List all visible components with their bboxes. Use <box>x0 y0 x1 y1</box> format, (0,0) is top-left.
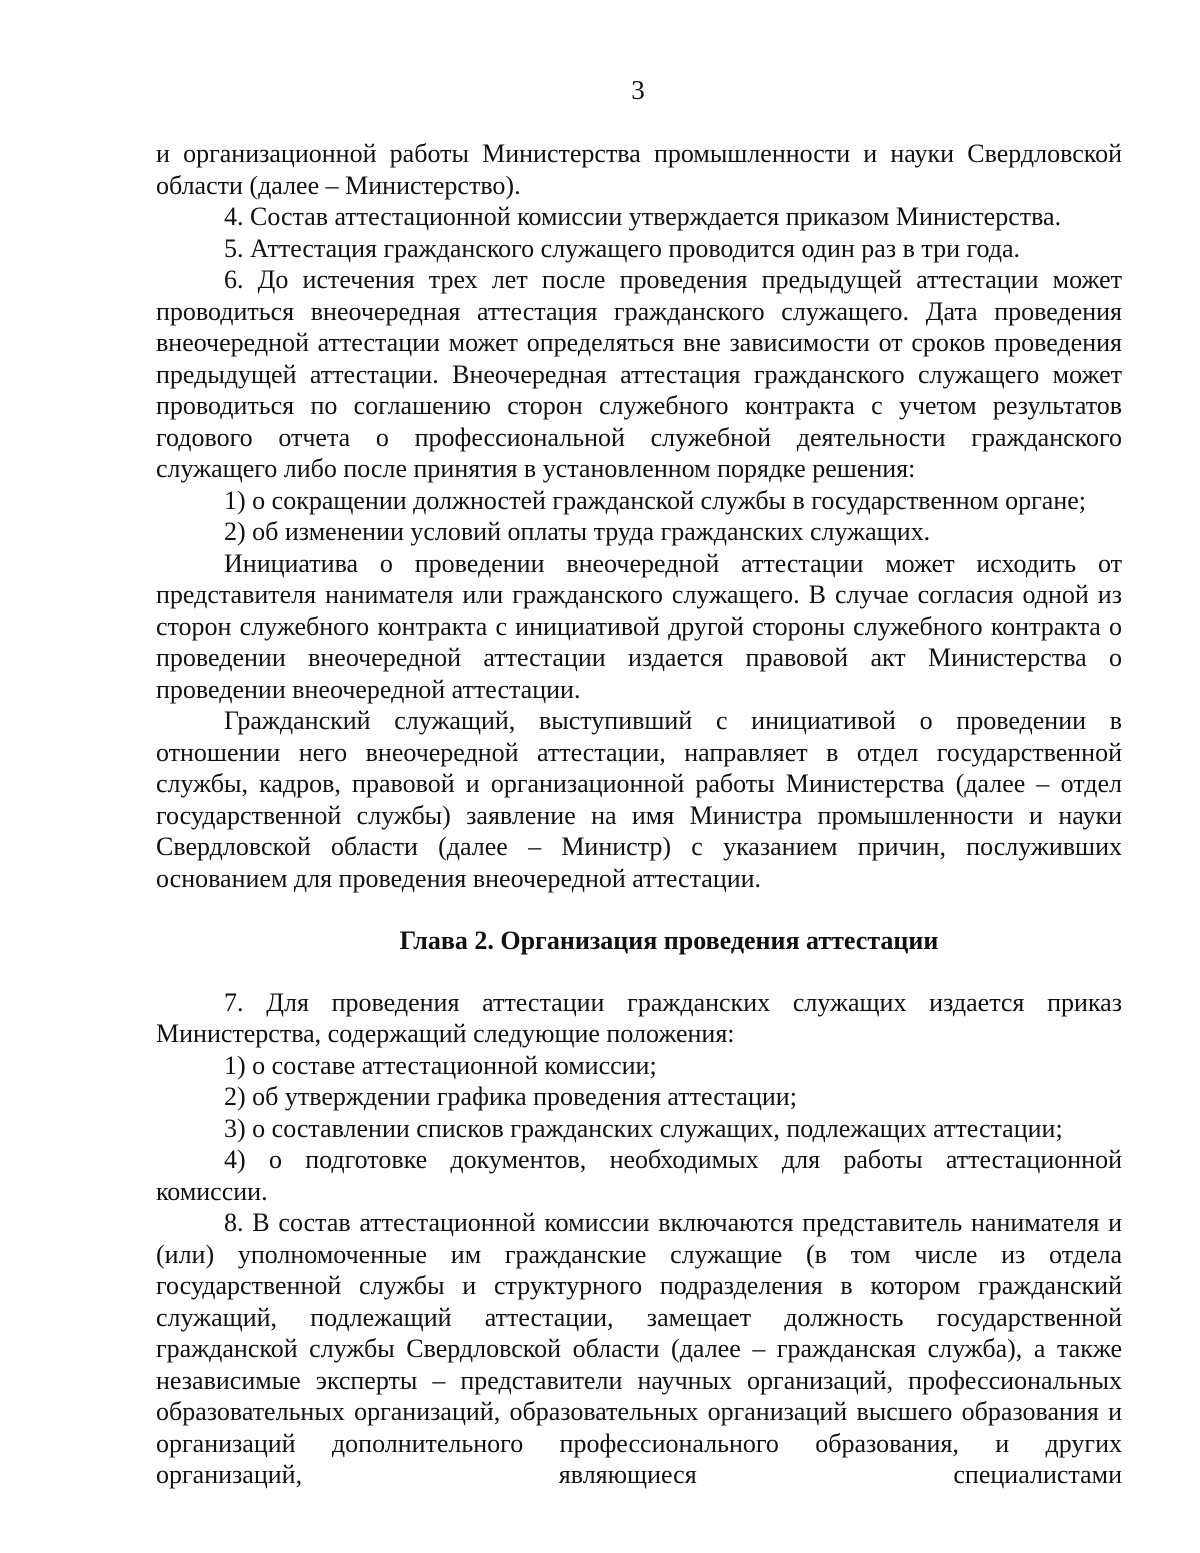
paragraph-item-5: 5. Аттестация гражданского служащего проводится один раз в три года. <box>224 233 1021 263</box>
paragraph-item-6: 6. До истечения трех лет после проведения предыдущей аттестации может проводиться внеочередная аттестация гражданского служащего. Дата проведения внеочередной аттестации может определяться вне зависимости от сроков проведения предыдущей аттестации. Внеочередная аттестация гражданского служащего может проводиться по соглашению сторон служебного контракта с учетом результатов годового отчета о профессиональной служебной деятельности гражданского служащего либо после принятия в установленном порядке решения: <box>156 265 1122 483</box>
page-number: 3 <box>631 75 645 105</box>
list-item-schedule: 2) об утверждении графика проведения аттестации; <box>224 1082 797 1111</box>
list-item-commission-composition: 1) о составе аттестационной комиссии; <box>224 1050 657 1080</box>
paragraph-civil-servant-initiative: Гражданский служащий, выступивший с инициативой о проведении в отношении него внеочередной аттестации, направляет в отдел государственной службы, кадров, правовой и организационной работы Министерства (далее – отдел государственной службы) заявление на имя Министра промышленности и науки Свердловской области (далее – Министр) с указанием причин, послуживших основанием для проведения внеочередной аттестации. <box>156 706 1122 893</box>
paragraph-item-4: 4. Состав аттестационной комиссии утверждается приказом Министерства. <box>224 202 1062 231</box>
paragraph-initiative: Инициатива о проведении внеочередной аттестации может исходить от представителя нанимателя или гражданского служащего. В случае согласия одной из сторон служебного контракта с инициативой другой стороны служебного контракта о проведении внеочередной аттестации издается правовой акт Министерства о проведении внеочередной аттестации. <box>156 548 1122 704</box>
paragraph-item-8: 8. В состав аттестационной комиссии включаются представитель нанимателя и (или) уполномоченные им гражданские служащие (в том числе из отдела государственной службы и структурного подразделения в котором гражданский служащий, подлежащий аттестации, замещает должность государственной гражданской службы Свердловской области (далее – гражданская служба), а также независимые эксперты – представители научных организаций, профессиональных образовательных организаций, образовательных организаций высшего образования и организаций дополнительного профессионального образования, и других организаций, являющиеся специалистами <box>156 1208 1122 1489</box>
paragraph-item-7: 7. Для проведения аттестации гражданских служащих издается приказ Министерства, содержащий следующие положения: <box>156 987 1122 1048</box>
list-item-lists: 3) о составлении списков гражданских служащих, подлежащих аттестации; <box>224 1113 1063 1143</box>
list-item-documents: 4) о подготовке документов, необходимых для работы аттестационной комиссии. <box>156 1145 1122 1206</box>
list-item-reduction: 1) о сокращении должностей гражданской службы в государственном органе; <box>224 485 1087 515</box>
list-item-pay-change: 2) об изменении условий оплаты труда гражданских служащих. <box>224 517 931 546</box>
chapter-heading: Глава 2. Организация проведения аттестации <box>399 926 939 955</box>
paragraph-continuation: и организационной работы Министерства промышленности и науки Свердловской области (далее – Министерство). <box>156 139 1122 200</box>
document-body <box>156 138 1122 1491</box>
